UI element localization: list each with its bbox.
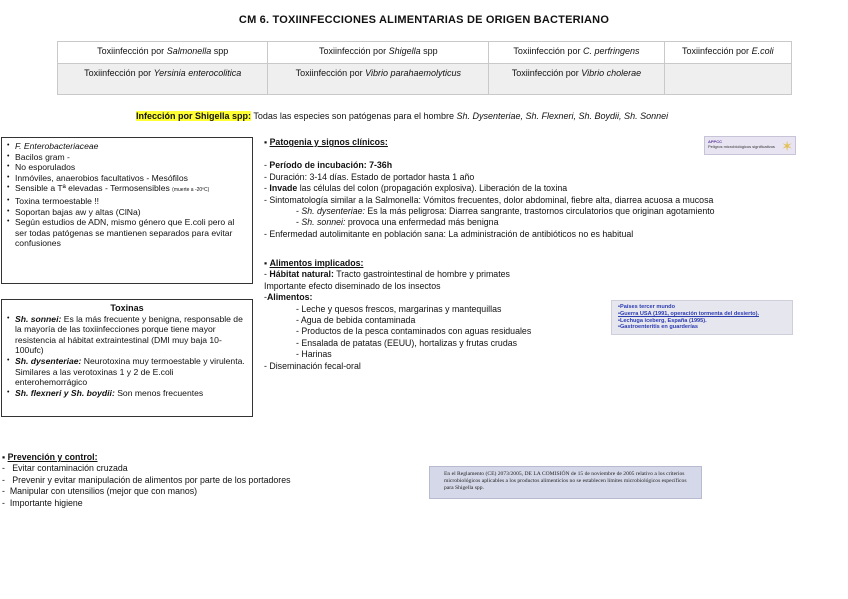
regulation-note: En el Reglamento (CE) 2073/2005, DE LA COMISIÓN de 15 de noviembre de 2005 relativo a los criterios microbiológicos aplicables a los productos alimenticios no se establecen límites microbiológicos específicos para Shigella spp. <box>429 466 702 499</box>
table-cell-vibrio-para: Toxiinfección por Vibrio parahaemolyticus <box>268 64 489 95</box>
toxins-box <box>1 299 253 417</box>
list-item: - Leche y quesos frescos, margarinas y mantequillas <box>296 303 502 314</box>
table-cell-vibrio-cholerae: Toxiinfección por Vibrio cholerae <box>489 64 664 95</box>
pathogenesis-line: - Sh. dysenteriae: Es la más peligrosa: Diarrea sangrante, trastornos circulatorios que originan agotamiento <box>296 206 715 217</box>
page-title: CM 6. TOXIINFECCIONES ALIMENTARIAS DE ORIGEN BACTERIANO <box>238 14 610 26</box>
table-cell-empty <box>664 64 791 95</box>
list-item: • F. Enterobacteriaceae <box>7 141 247 152</box>
table-cell-yersinia: Toxiinfección por Yersinia enterocolitica <box>58 64 268 95</box>
list-item: - Importante higiene <box>2 497 83 508</box>
list-item: - Ensalada de patatas (EEUU), hortalizas y frutas crudas <box>296 337 518 348</box>
list-item: - Evitar contaminación cruzada <box>2 463 128 474</box>
prevention-title: Prevención y control: <box>7 452 98 462</box>
pathogenesis-line: - Sintomatología similar a la Salmonella: Vómitos frecuentes, dolor abdominal, fiebre alta, diarrea acuosa a mucosa <box>264 194 714 205</box>
table-cell-salmonella: Toxiinfección por Salmonella spp <box>58 42 268 64</box>
list-item: • Toxina termoestable !! <box>7 196 247 207</box>
list-item: • Sh. flexneri y Sh. boydii: Son menos frecuentes <box>7 388 247 399</box>
list-item: - Productos de la pesca contaminados con aguas residuales <box>296 326 532 337</box>
list-item: • Inmóviles, anaerobios facultativos - Mesófilos <box>7 173 247 184</box>
pathogenesis-line: - Enfermedad autolimitante en población sana: La administración de antibióticos no es habitual <box>264 228 634 239</box>
list-item: • Sh. sonnei: Es la más frecuente y benigna, responsable de la mayoría de las toxiinfecciones porque tiene mayor resistencia al hábitat extraintestinal (DMI muy baja 10-100ufc) <box>7 314 247 356</box>
characteristics-box <box>1 137 253 284</box>
prevention-section: ▪ Prevención y control: - Evitar contaminación cruzada - Prevenir y evitar manipulación de alimentos por parte de los portadores - Manipular con utensilios (mejor que con manos) - Importante higiene <box>2 452 291 508</box>
foods-title: Alimentos implicados: <box>269 258 364 268</box>
pathogenesis-line: - Período de incubación: 7-36h <box>264 160 393 171</box>
intro-highlight: Infección por Shigella spp: <box>136 111 252 121</box>
list-item: - Agua de bebida contaminada <box>296 315 416 326</box>
outbreak-note: •Países tercer mundo •Guerra USA (1991, operación tormenta del desierto). •Lechuga iceberg, España (1995). •Gastroenteritis en guarderías <box>611 300 793 335</box>
table-cell-shigella: Toxiinfección por Shigella spp <box>268 42 489 64</box>
list-item: • Bacilos gram - <box>7 152 247 163</box>
list-item: - Manipular con utensilios (mejor que con manos) <box>2 486 198 497</box>
vector-line: Importante efecto diseminado de los insectos <box>264 280 441 291</box>
foods-section: ▪ Alimentos implicados: - Hábitat natural: Tracto gastrointestinal de hombre y primates Importante efecto diseminado de los insectos -Alimentos: - Leche y quesos frescos, margarinas y mantequillas - Agua de bebida contaminada - Productos de la pesca contaminados con aguas residuales - Ensalada de patatas (EEUU), hortalizas y frutas crudas - Harinas - Diseminación fecal-oral <box>264 258 532 371</box>
toxins-title: Toxinas <box>110 303 144 313</box>
list-item: • Sh. dysenteriae: Neurotoxina muy termoestable y virulenta. Similares a las verotoxinas 1 y 2 de E.coli enterohemorrágico <box>7 356 247 388</box>
pathogen-table <box>57 41 792 95</box>
list-item: • Sensible a Tª elevadas - Termosensibles (muerte a -20ºC) <box>7 183 247 196</box>
intro-species: Sh. Dysenteriae, Sh. Flexneri, Sh. Boydii, Sh. Sonnei <box>456 111 669 121</box>
habitat-line: - Hábitat natural: Tracto gastrointestinal de hombre y primates <box>264 269 510 280</box>
list-item: • Según estudios de ADN, mismo género que E.coli pero al ser todas patógenas se mantienen separados para evitar confusiones <box>7 217 247 249</box>
table-cell-ecoli: Toxiinfección por E.coli <box>664 42 791 64</box>
list-item: - Prevenir y evitar manipulación de alimentos por parte de los portadores <box>2 474 291 485</box>
dissemination-line: - Diseminación fecal-oral <box>264 360 361 371</box>
pathogenesis-line: - Sh. sonnei: provoca una enfermedad más benigna <box>296 217 499 228</box>
appcc-badge: APPCC Peligros microbiológicos significativos ✶ <box>704 136 796 155</box>
pathogenesis-section: ▪ Patogenia y signos clínicos: - Período de incubación: 7-36h - Duración: 3-14 días. Estado de portador hasta 1 año - Invade las células del colon (propagación explosiva). Liberación de la toxina - Sintomatología similar a la Salmonella: Vómitos frecuentes, dolor abdominal, fiebre alta, diarrea acuosa a mucosa - Sh. dysenteriae: Es la más peligrosa: Diarrea sangrante, trastornos circulatorios que originan agotamiento - Sh. sonnei: provoca una enfermedad más benigna - Enfermedad autolimitante en población sana: La administración de antibióticos no es habitual <box>264 137 715 239</box>
pathogenesis-line: - Duración: 3-14 días. Estado de portador hasta 1 año <box>264 171 475 182</box>
list-item: • Soportan bajas aw y altas (ClNa) <box>7 207 247 218</box>
table-cell-perfringens: Toxiinfección por C. perfringens <box>489 42 664 64</box>
shigella-intro <box>136 111 668 121</box>
pathogenesis-line: - Invade las células del colon (propagación explosiva). Liberación de la toxina <box>264 183 568 194</box>
pathogenesis-title: Patogenia y signos clínicos: <box>269 137 388 147</box>
star-icon: ✶ <box>781 138 793 154</box>
list-item: • No esporulados <box>7 162 247 173</box>
intro-text: Todas las especies son patógenas para el hombre <box>251 111 457 121</box>
foods-label: -Alimentos: <box>264 292 313 303</box>
list-item: - Harinas <box>296 349 332 360</box>
